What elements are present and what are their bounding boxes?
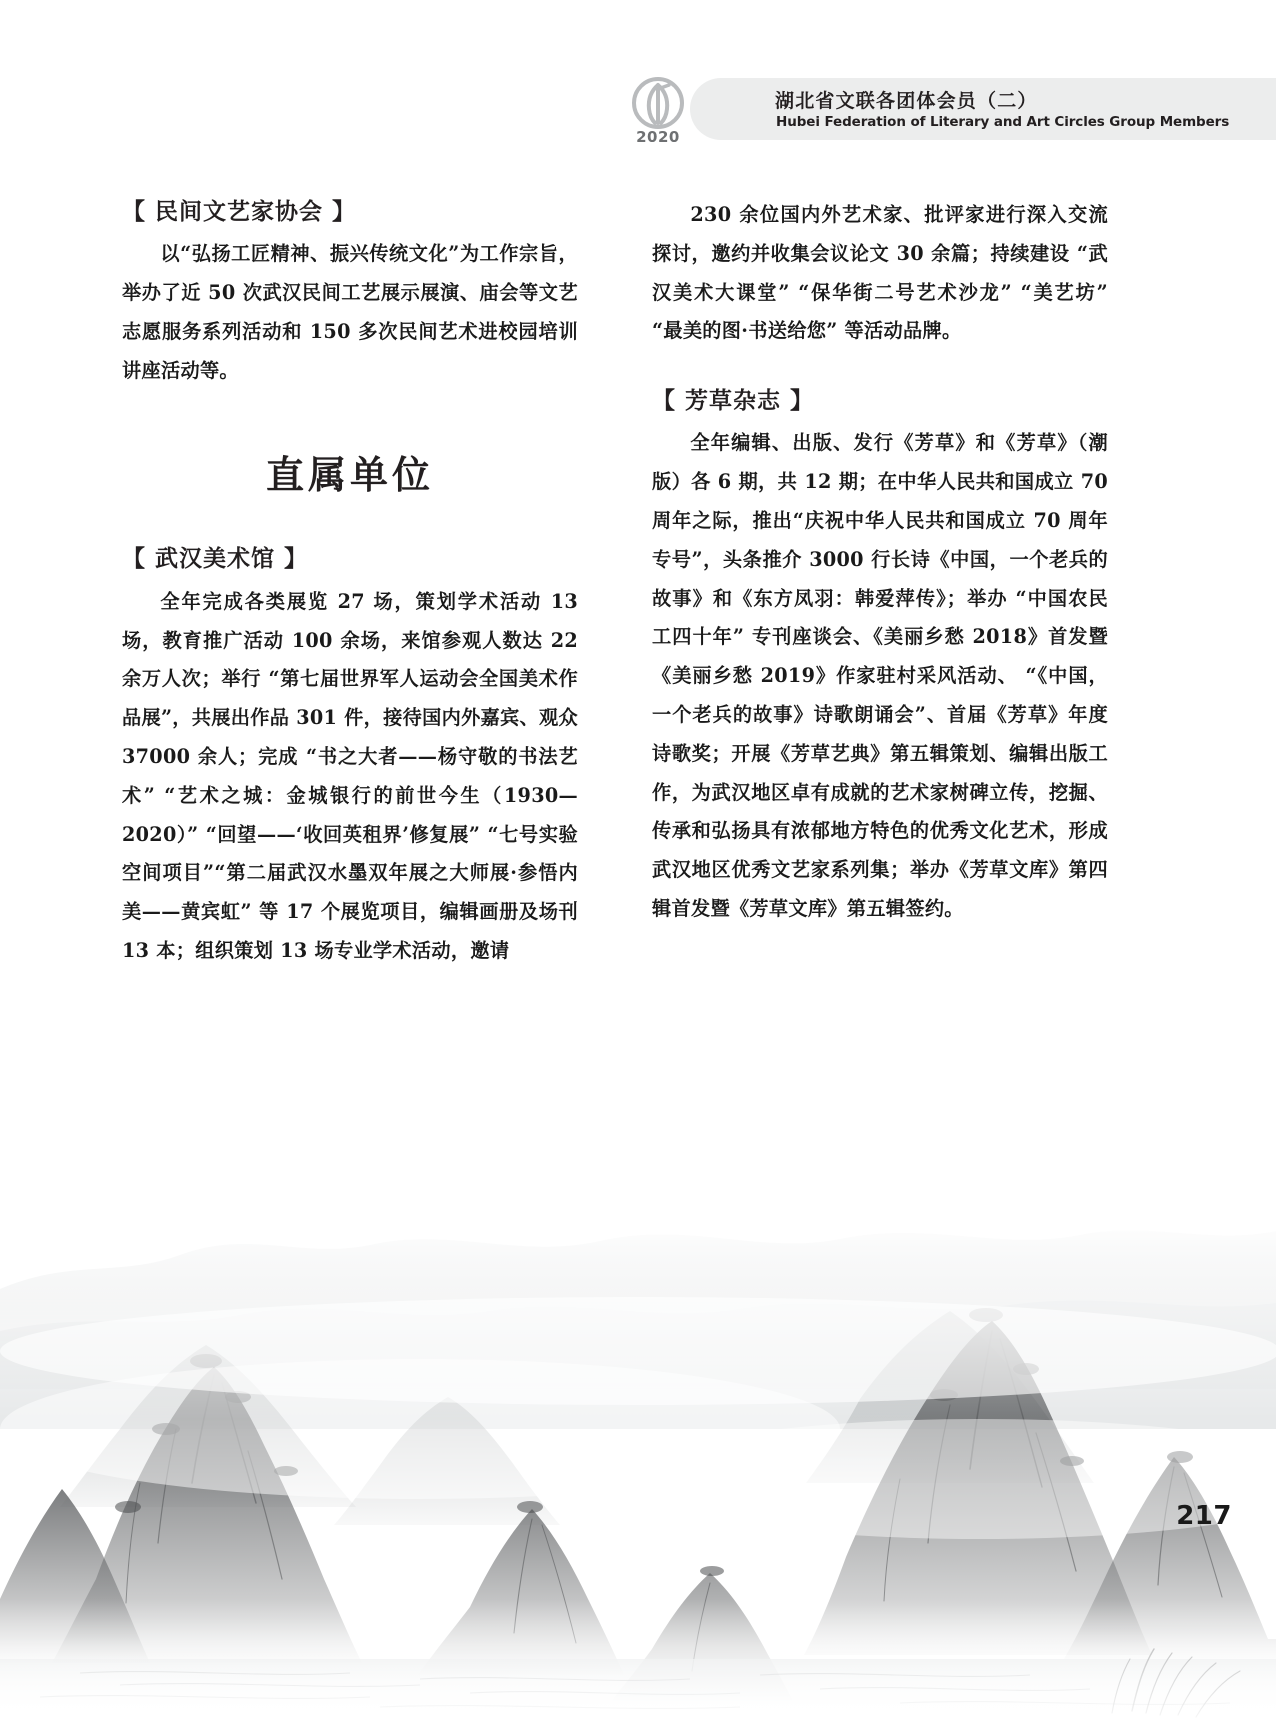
paragraph-wuhan-art-museum-continued: 230 余位国内外艺术家、批评家进行深入交流探讨，邀约并收集会议论文 30 余篇；持续建设 “武汉美术大课堂” “保华街二号艺术沙龙” “美艺坊” “最美的图·书送给您” 等活动品牌。 (652, 203, 1108, 343)
header-logo-year: 2020 (636, 128, 680, 146)
page-title-directly-affiliated-units: 直属单位 (265, 453, 434, 498)
left-column (122, 196, 578, 971)
right-column (652, 196, 1108, 929)
header-title-english: Hubei Federation of Literary and Art Circles Group Members (776, 114, 1230, 130)
chinese-ink-landscape-illustration (0, 959, 1276, 1719)
paragraph-fangcao-magazine: 全年编辑、出版、发行《芳草》和《芳草》（潮版）各 6 期，共 12 期；在中华人民共和国成立 70 周年之际，推出“庆祝中华人民共和国成立 70 周年专号”，头条推介 3000 行长诗《中国，一个老兵的故事》和《东方凤羽：韩爱萍传》；举办 “中国农民工四十年” 专刊座谈会、《美丽乡愁 2018》首发暨《美丽乡愁 2019》作家驻村采风活动、 “《中国，一个老兵的故事》诗歌朗诵会”、首届《芳草》年度诗歌奖；开展《芳草艺典》第五辑策划、编辑出版工作，为武汉地区卓有成就的艺术家树碑立传，挖掘、传承和弘扬具有浓郁地方特色的优秀文化艺术，形成武汉地区优秀文艺家系列集；举办《芳草文库》第四辑首发暨《芳草文库》第五辑签约。 (652, 431, 1108, 920)
section-heading-wuhan-art-museum: 【 武汉美术馆 】 (122, 546, 309, 573)
page-number: 217 (1176, 1501, 1232, 1531)
page-header (0, 78, 1276, 146)
section-heading-fangcao-magazine: 【 芳草杂志 】 (652, 388, 815, 415)
paragraph-wuhan-art-museum: 全年完成各类展览 27 场，策划学术活动 13 场，教育推广活动 100 余场，来馆参观人数达 22 余万人次；举行 “第七届世界军人运动会全国美术作品展”，共展出作品 301 件，接待国内外嘉宾、观众 37000 余人；完成 “书之大者——杨守敬的书法艺术” “艺术之城：金城银行的前世今生（1930—2020）” “回望——‘收回英租界’修复展” “七号实验空间项目”“第二届武汉水墨双年展之大师展·参悟内美——黄宾虹” 等 17 个展览项目，编辑画册及场刊 13 本；组织策划 13 场专业学术活动，邀请 (122, 589, 578, 962)
section-heading-folk-artists-association: 【 民间文艺家协会 】 (122, 199, 357, 225)
hubei-federation-emblem-icon (631, 76, 685, 130)
paragraph-folk-artists-association: 以“弘扬工匠精神、振兴传统文化”为工作宗旨，举办了近 50 次武汉民间工艺展示展演、庙会等文艺志愿服务系列活动和 150 多次民间艺术进校园培训讲座活动等。 (122, 242, 578, 382)
header-logo (625, 76, 691, 156)
header-title-chinese: 湖北省文联各团体会员（二） (775, 90, 1038, 112)
